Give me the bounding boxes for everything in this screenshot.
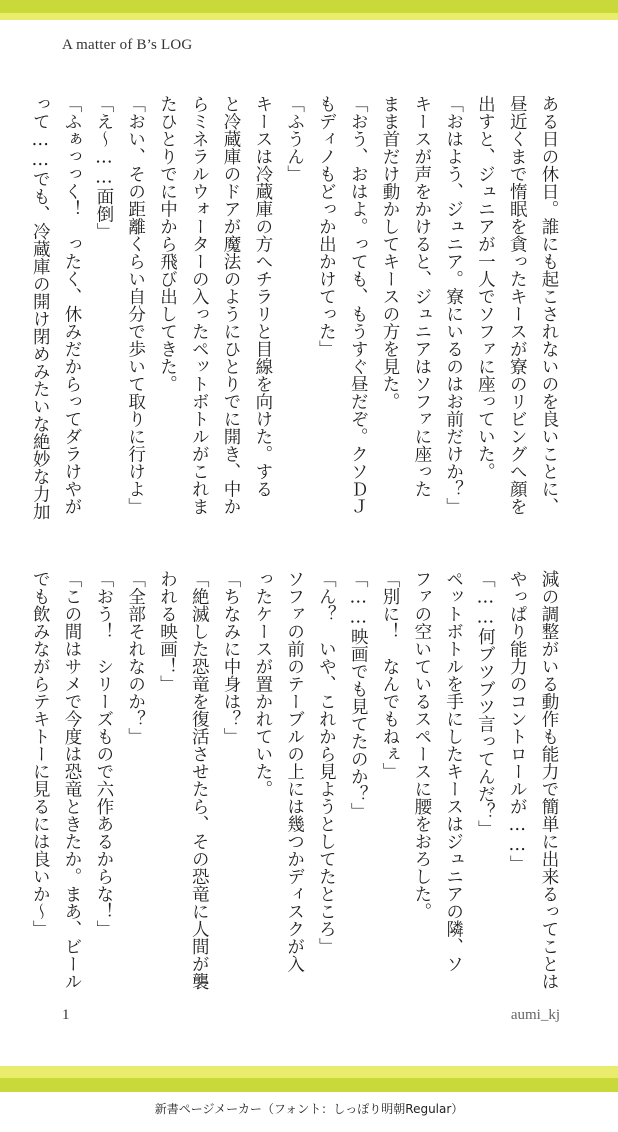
text-line: 「別に！ なんでもねぇ」 [380, 570, 401, 780]
text-line: たひとりでに中から飛び出してきた。 [157, 95, 178, 393]
author-name: aumi_kj [510, 1007, 560, 1023]
text-line: 昼近くまで惰眠を貪ったキースが寮のリビングへ顔を [507, 95, 528, 515]
text-line: 「全部それなのか？」 [125, 570, 146, 745]
text-line: もディノもどっか出かけてった」 [316, 95, 337, 358]
text-line: って……でも、冷蔵庫の開け閉めみたいな絶妙な力加 [30, 95, 51, 520]
generator-caption: 新書ページメーカー（フォント：しっぽり明朝Regular） [154, 1102, 464, 1116]
text-line: ある日の休日。誰にも起こされないのを良いことに、 [539, 95, 559, 515]
text-line: まま首だけ動かしてキースの方を見た。 [380, 95, 401, 410]
text-line: ペットボトルを手にしたキースはジュニアの隣、ソ [443, 570, 464, 973]
text-line: ソファの前のテーブルの上には幾つかディスクが入 [284, 570, 305, 973]
text-line: 「おう、おはよ。っても、もうすぐ昼だぞ。クソＤＪ [348, 95, 369, 515]
lower-text-block [23, 570, 564, 1040]
text-line: 「……映画でも見てたのか？」 [348, 570, 369, 820]
top-band-light [0, 13, 618, 20]
bottom-band-light [0, 1066, 618, 1078]
text-line: 「ん？ いや、これから見ようとしてたところ」 [316, 570, 337, 955]
text-line: らミネラルウォーターの入ったペットボトルがこれま [189, 95, 210, 515]
text-line: われる映画！」 [157, 570, 178, 693]
text-line: キースは冷蔵庫の方へチラリと目線を向けた。する [252, 95, 273, 498]
text-line: 「おはよう、ジュニア。寮にいるのはお前だけか？」 [443, 95, 464, 515]
text-line: 「ふぁっっく！ ったく、休みだからってダラけやが [62, 95, 83, 515]
text-line: キースが声をかけると、ジュニアはソファに座った [411, 95, 432, 498]
text-line: と冷蔵庫のドアが魔法のようにひとりでに開き、中か [221, 95, 242, 515]
upper-text-block [23, 95, 564, 565]
page-header-title: A matter of B’s LOG [62, 37, 193, 53]
text-line: 「おい、その距離くらい自分で歩いて取りに行けよ」 [125, 95, 146, 515]
text-line: ファの空いているスペースに腰をおろした。 [411, 570, 432, 920]
text-line: 「……何ブツブツ言ってんだ？」 [475, 570, 496, 838]
text-line: 「ふうん」 [284, 95, 305, 183]
text-line: 出すと、ジュニアが一人でソファに座っていた。 [475, 95, 496, 480]
text-line: やっぱり能力のコントロールが……」 [507, 570, 528, 873]
text-line: でも飲みながらテキトーに見るには良いか〜」 [30, 570, 51, 938]
top-band-dark [0, 0, 618, 13]
text-line: 「ちなみに中身は？」 [221, 570, 242, 745]
text-line: 「え〜……面倒」 [93, 95, 114, 240]
bottom-band-dark [0, 1078, 618, 1092]
text-line: ったケースが置かれていた。 [252, 570, 273, 798]
text-line: 減の調整がいる動作も能力で簡単に出来るってことは [539, 570, 559, 990]
text-line: 「この間はサメで今度は恐竜ときたか。まあ、ビール [62, 570, 83, 990]
text-line: 「絶滅した恐竜を復活させたら、その恐竜に人間が襲 [189, 570, 210, 990]
text-line: 「おう！ シリーズもので六作あるからな！」 [93, 570, 114, 938]
page-number: 1 [62, 1007, 70, 1023]
